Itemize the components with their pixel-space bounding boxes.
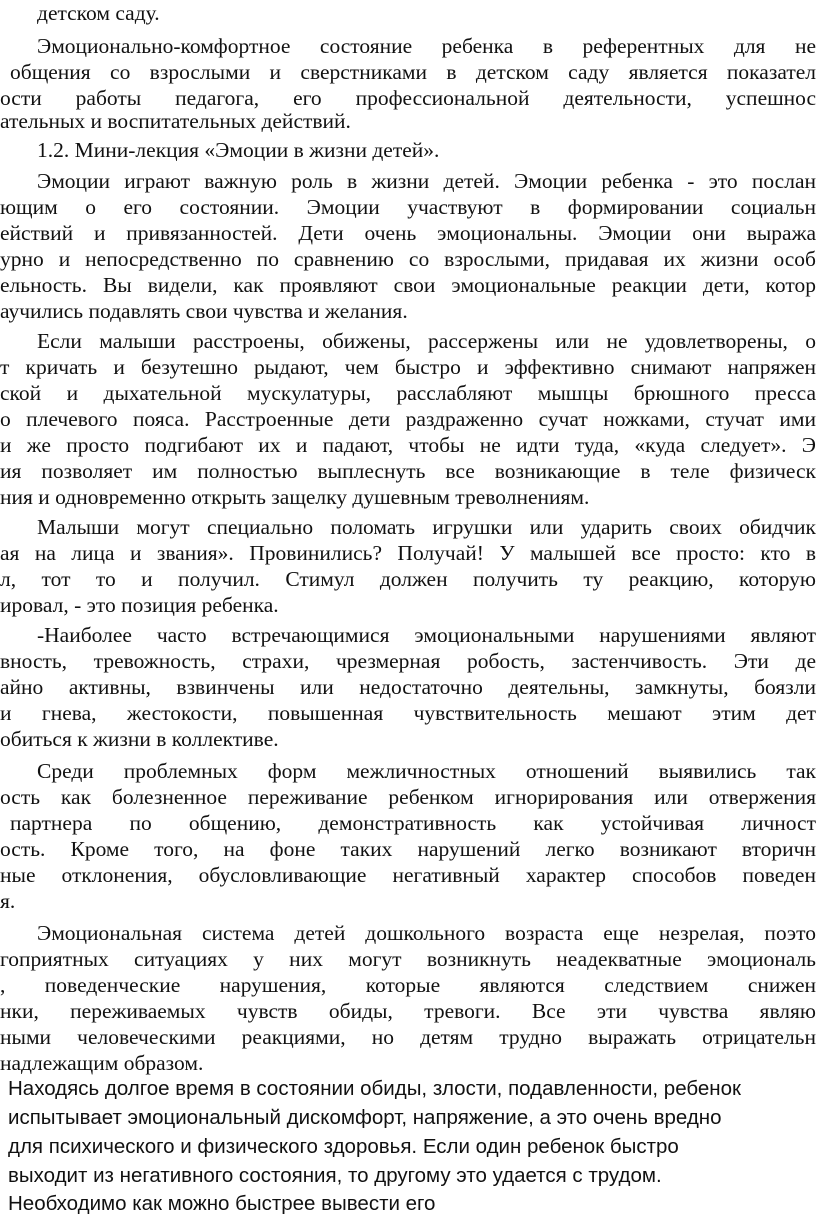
text-line: аучились подавлять свои чувства и желания. xyxy=(0,299,408,323)
text-line: ательных и воспитательных действий. xyxy=(0,109,351,133)
text-line: вность, тревожность, страхи, чрезмерная робость, застенчивость. Эти де xyxy=(0,649,816,673)
text-line: , поведенческие нарушения, которые являются следствием снижен xyxy=(0,973,816,997)
text-line: Необходимо как можно быстрее вывести его xyxy=(8,1192,436,1215)
text-line: ия позволяет им полностью выплеснуть все возникающие в теле физическ xyxy=(0,459,816,483)
text-line: Эмоциональная система детей дошкольного возраста еще незрелая, поэто xyxy=(37,921,816,945)
text-line: ировал, - это позиция ребенка. xyxy=(0,593,279,617)
text-line: Находясь долгое время в состоянии обиды, злости, подавленности, ребенок xyxy=(8,1077,741,1100)
text-line: ость как болезненное переживание ребенком игнорирования или отвержения xyxy=(0,785,816,809)
text-line: нки, переживаемых чувств обиды, тревоги. Все эти чувства являю xyxy=(0,999,816,1023)
text-line: ской и дыхательной мускулатуры, расслабляют мышцы брюшного пресса xyxy=(0,381,816,405)
text-line: ния и одновременно открыть защелку душевным треволнениям. xyxy=(0,485,590,509)
text-line: для психического и физического здоровья. Если один ребенок быстро xyxy=(8,1135,679,1158)
text-line: ные отклонения, обусловливающие негативный характер способов поведен xyxy=(0,863,816,887)
text-line: Среди проблемных форм межличностных отношений выявились так xyxy=(37,759,816,783)
text-line: урно и непосредственно по сравнению со взрослыми, придавая их жизни особ xyxy=(0,247,816,271)
text-line: детском саду. xyxy=(37,1,160,25)
text-line: Малыши могут специально поломать игрушки или ударить своих обидчик xyxy=(37,515,816,539)
text-line: обиться к жизни в коллективе. xyxy=(0,727,279,751)
text-line: Если малыши расстроены, обижены, рассержены или не удовлетворены, о xyxy=(37,329,816,353)
text-line: я. xyxy=(0,889,16,913)
text-line: ости работы педагога, его профессиональной деятельности, успешнос xyxy=(0,86,816,110)
text-line: 1.2. Мини-лекция «Эмоции в жизни детей». xyxy=(37,138,440,162)
text-line: л, тот то и получил. Стимул должен получить ту реакцию, которую xyxy=(0,567,816,591)
text-line: и гнева, жестокости, повышенная чувствительность мешают этим дет xyxy=(0,701,816,725)
text-line: о плечевого пояса. Расстроенные дети раздраженно сучат ножками, стучат ими xyxy=(0,407,816,431)
text-line: надлежащим образом. xyxy=(0,1051,204,1075)
text-line: партнера по общению, демонстративность как устойчивая личност xyxy=(10,811,816,835)
text-line: выходит из негативного состояния, то другому это удается с трудом. xyxy=(8,1164,662,1187)
text-line: Эмоции играют важную роль в жизни детей. Эмоции ребенка - это послан xyxy=(37,169,816,193)
text-line: ющим о его состоянии. Эмоции участвуют в формировании социальн xyxy=(0,195,816,219)
text-line: испытывает эмоциональный дискомфорт, напряжение, а это очень вредно xyxy=(8,1106,722,1129)
text-line: ельность. Вы видели, как проявляют свои эмоциональные реакции дети, котор xyxy=(0,273,816,297)
text-line: ействий и привязанностей. Дети очень эмоциональны. Эмоции они выража xyxy=(0,221,816,245)
text-line: и же просто подгибают их и падают, чтобы не идти туда, «куда следует». Э xyxy=(0,433,816,457)
text-line: общения со взрослыми и сверстниками в детском саду является показател xyxy=(10,60,816,84)
text-line: ными человеческими реакциями, но детям трудно выражать отрицательн xyxy=(0,1025,816,1049)
text-line: айно активны, взвинчены или недостаточно деятельны, замкнуты, боязли xyxy=(0,675,816,699)
text-line: т кричать и безутешно рыдают, чем быстро и эффективно снимают напряжен xyxy=(0,355,816,379)
text-line: гоприятных ситуациях у них могут возникнуть неадекватные эмоциональ xyxy=(0,947,816,971)
text-line: Эмоционально-комфортное состояние ребенка в референтных для не xyxy=(37,34,816,58)
text-line: -Наиболее часто встречающимися эмоциональными нарушениями являют xyxy=(37,623,816,647)
text-line: ость. Кроме того, на фоне таких нарушений легко возникают вторичн xyxy=(0,837,816,861)
text-line: ая на лица и звания». Провинились? Получай! У малышей все просто: кто в xyxy=(0,541,816,565)
